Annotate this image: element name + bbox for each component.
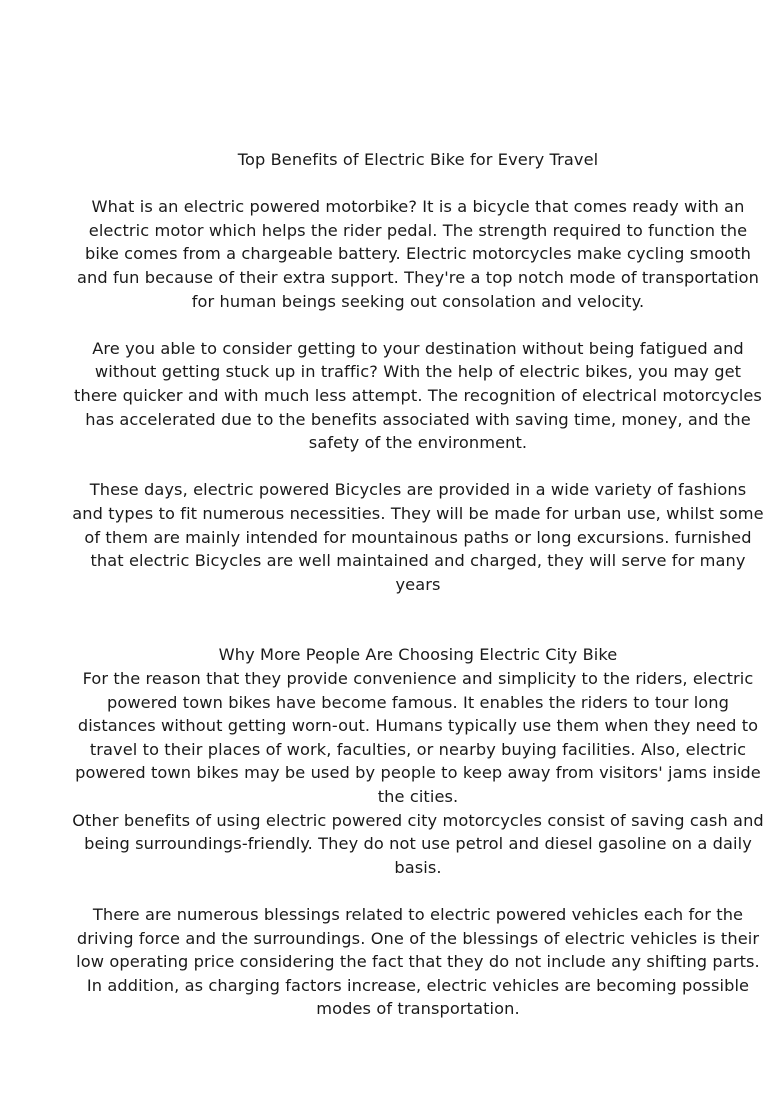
spacer <box>72 596 764 643</box>
paragraph-convenience: For the reason that they provide convenience and simplicity to the riders, electric powered town bikes have become famous. It enables the riders to tour long distances without getting worn-out. Humans typically use them when they need to travel to their places of work, faculties, or nearby buying facilities. Also, electric powered town bikes may be used by people to keep away from visitors' jams inside the cities. <box>75 669 761 807</box>
spacer <box>72 172 764 196</box>
paragraph-varieties: These days, electric powered Bicycles are provided in a wide variety of fashions and types to fit numerous necessities. They will be made for urban use, whilst some of them are mainly intended for mountainous paths or long excursions. furnished that electric Bicycles are well maintained and charged, they will serve for many years <box>72 480 764 594</box>
spacer <box>72 455 764 479</box>
paragraph-other-benefits: Other benefits of using electric powered city motorcycles consist of saving cash and being surroundings-friendly. They do not use petrol and diesel gasoline on a daily basis. <box>72 810 764 877</box>
document-body <box>72 148 764 1021</box>
spacer <box>72 879 764 903</box>
section-title-city-bike: Why More People Are Choosing Electric City Bike <box>218 645 618 665</box>
paragraph-blessings: There are numerous blessings related to electric powered vehicles each for the driving force and the surroundings. One of the blessings of electric vehicles is their low operating price considering the fact that they do not include any shifting parts. In addition, as charging factors increase, electric vehicles are becoming possible modes of transportation. <box>76 905 760 1019</box>
paragraph-destination: Are you able to consider getting to your destination without being fatigued and without getting stuck up in traffic? With the help of electric bikes, you may get there quicker and with much less attempt. The recognition of electrical motorcycles has accelerated due to the benefits associated with saving time, money, and the safety of the environment. <box>74 338 762 453</box>
article-title: Top Benefits of Electric Bike for Every Travel <box>237 150 599 169</box>
spacer <box>72 313 764 337</box>
paragraph-what-is: What is an electric powered motorbike? It is a bicycle that comes ready with an electric motor which helps the rider pedal. The strength required to function the bike comes from a chargeable battery. Electric motorcycles make cycling smooth and fun because of their extra support. They're a top notch mode of transportation for human beings seeking out consolation and velocity. <box>76 197 759 311</box>
